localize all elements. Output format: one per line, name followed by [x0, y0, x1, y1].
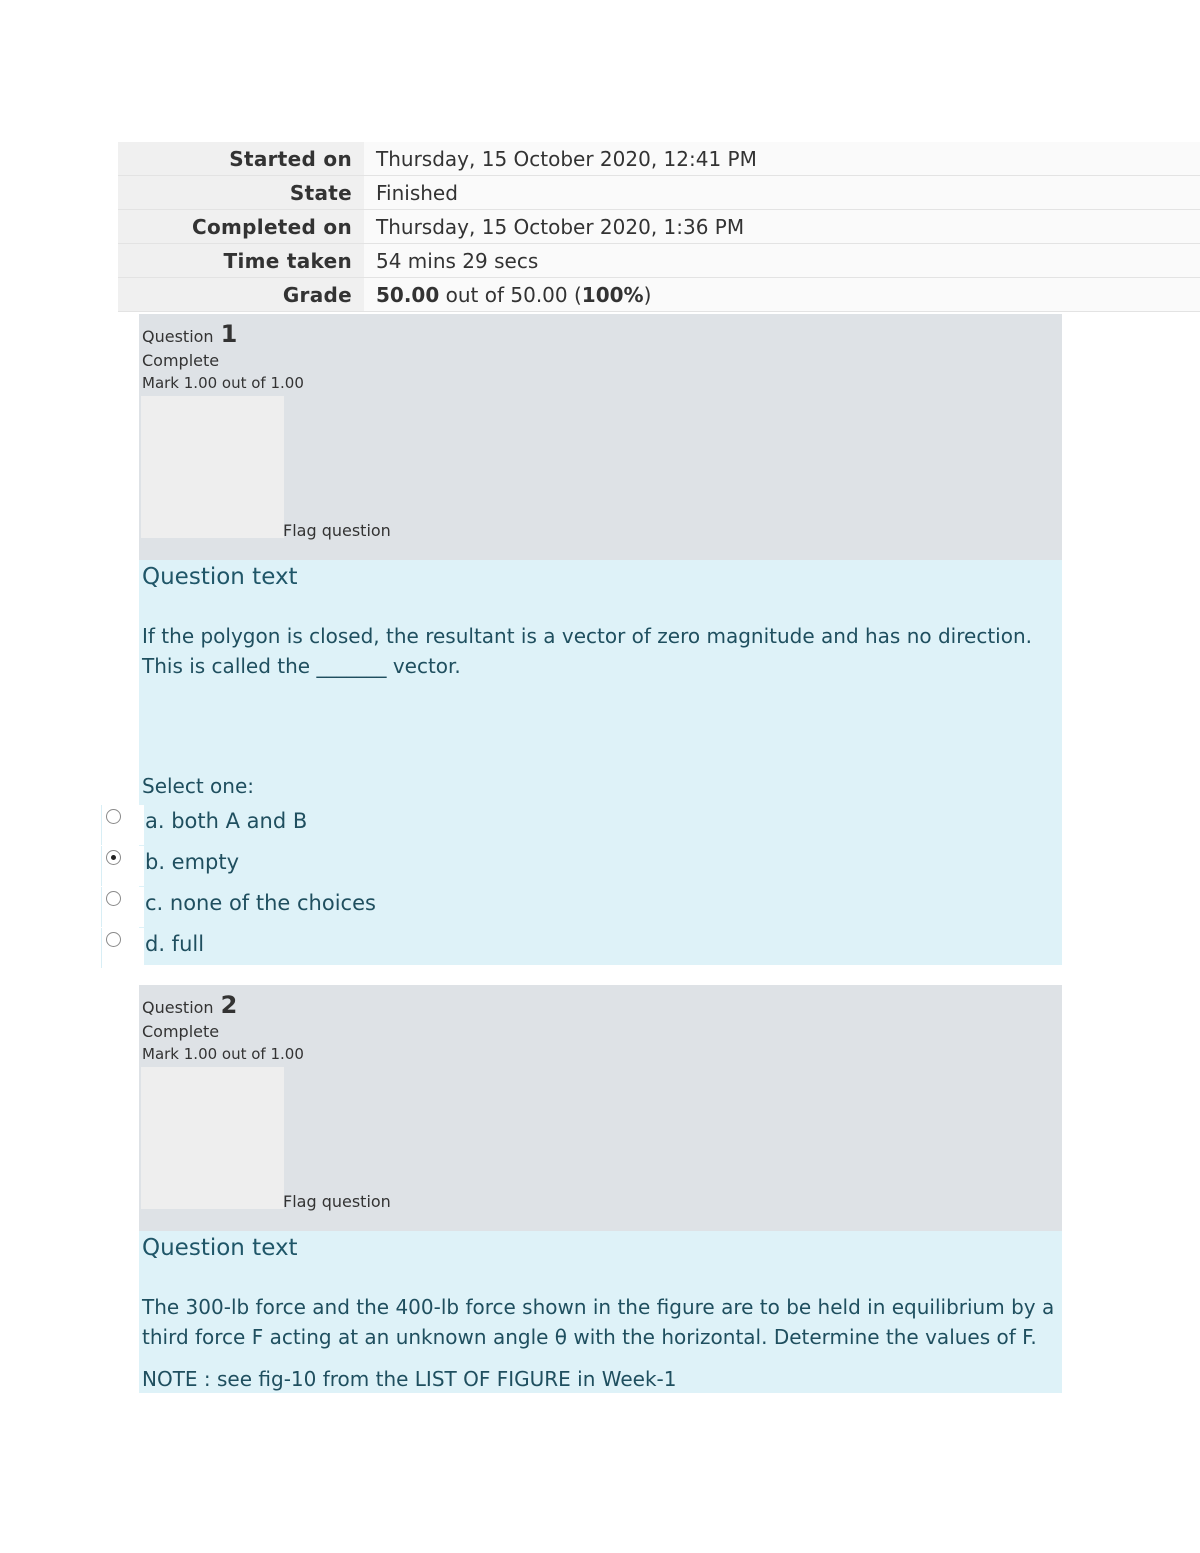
summary-label: Grade — [118, 278, 364, 312]
question-state: Complete — [142, 1022, 220, 1041]
grade-close: ) — [643, 282, 652, 307]
summary-row-completed-on — [118, 210, 1200, 244]
question-mark: Mark 1.00 out of 1.00 — [142, 374, 304, 392]
radio-cell — [101, 846, 144, 886]
radio-button-b[interactable] — [106, 850, 121, 865]
summary-row-started-on — [118, 142, 1200, 176]
flag-question-link[interactable]: Flag question — [283, 521, 391, 540]
question-number — [142, 991, 237, 1019]
question-number-value: 2 — [220, 991, 238, 1019]
summary-label: Started on — [118, 142, 364, 176]
question-1-info — [139, 314, 1062, 560]
answer-option-c[interactable] — [139, 887, 959, 927]
summary-value: Thursday, 15 October 2020, 1:36 PM — [364, 210, 1200, 244]
summary-value: Thursday, 15 October 2020, 12:41 PM — [364, 142, 1200, 176]
question-mark: Mark 1.00 out of 1.00 — [142, 1045, 304, 1063]
answer-option-b[interactable] — [139, 846, 959, 886]
question-2-content — [139, 1231, 1062, 1393]
answer-option-label[interactable]: c. none of the choices — [145, 891, 376, 915]
question-prefix: Question — [142, 327, 214, 346]
flag-icon[interactable] — [141, 1067, 284, 1209]
question-text — [142, 1292, 1057, 1352]
answer-option-label[interactable]: a. both A and B — [145, 809, 308, 833]
grade-percent: 100% — [581, 282, 644, 307]
flag-icon[interactable] — [141, 396, 284, 538]
summary-value: 54 mins 29 secs — [364, 244, 1200, 278]
radio-cell — [101, 805, 144, 845]
question-note: NOTE : see fig-10 from the LIST OF FIGURE in Week-1 — [142, 1367, 677, 1391]
summary-label: Completed on — [118, 210, 364, 244]
answer-option-label[interactable]: d. full — [145, 932, 205, 956]
flag-question-link[interactable]: Flag question — [283, 1192, 391, 1211]
grade-score: 50.00 — [376, 282, 440, 307]
summary-row-grade — [118, 278, 1200, 312]
question-state: Complete — [142, 351, 220, 370]
answer-option-d[interactable] — [139, 928, 959, 968]
summary-value — [364, 278, 1200, 312]
question-number — [142, 320, 237, 348]
question-text-line: third force F acting at an unknown angle θ with the horizontal. Determine the values of F. — [142, 1325, 1037, 1349]
question-text-line: This is called the _______ vector. — [142, 654, 461, 678]
radio-button-c[interactable] — [106, 891, 121, 906]
radio-cell — [101, 928, 144, 968]
summary-label: State — [118, 176, 364, 210]
question-1-content — [139, 560, 1062, 965]
radio-cell — [101, 887, 144, 927]
summary-label: Time taken — [118, 244, 364, 278]
attempt-summary-table — [118, 142, 1200, 312]
summary-value: Finished — [364, 176, 1200, 210]
radio-button-d[interactable] — [106, 932, 121, 947]
radio-button-a[interactable] — [106, 809, 121, 824]
summary-row-time-taken — [118, 244, 1200, 278]
answer-option-a[interactable] — [139, 805, 959, 845]
question-text-heading: Question text — [142, 564, 298, 590]
question-text — [142, 621, 1057, 681]
question-2-info — [139, 985, 1062, 1231]
answer-option-label[interactable]: b. empty — [145, 850, 240, 874]
question-text-line: The 300-lb force and the 400-lb force shown in the figure are to be held in equilibrium by a — [142, 1295, 1055, 1319]
summary-row-state — [118, 176, 1200, 210]
question-text-line: If the polygon is closed, the resultant is a vector of zero magnitude and has no direction. — [142, 624, 1032, 648]
grade-rest: out of 50.00 ( — [439, 282, 582, 307]
question-text-heading: Question text — [142, 1235, 298, 1261]
question-number-value: 1 — [220, 320, 238, 348]
select-one-label: Select one: — [142, 774, 255, 798]
question-prefix: Question — [142, 998, 214, 1017]
